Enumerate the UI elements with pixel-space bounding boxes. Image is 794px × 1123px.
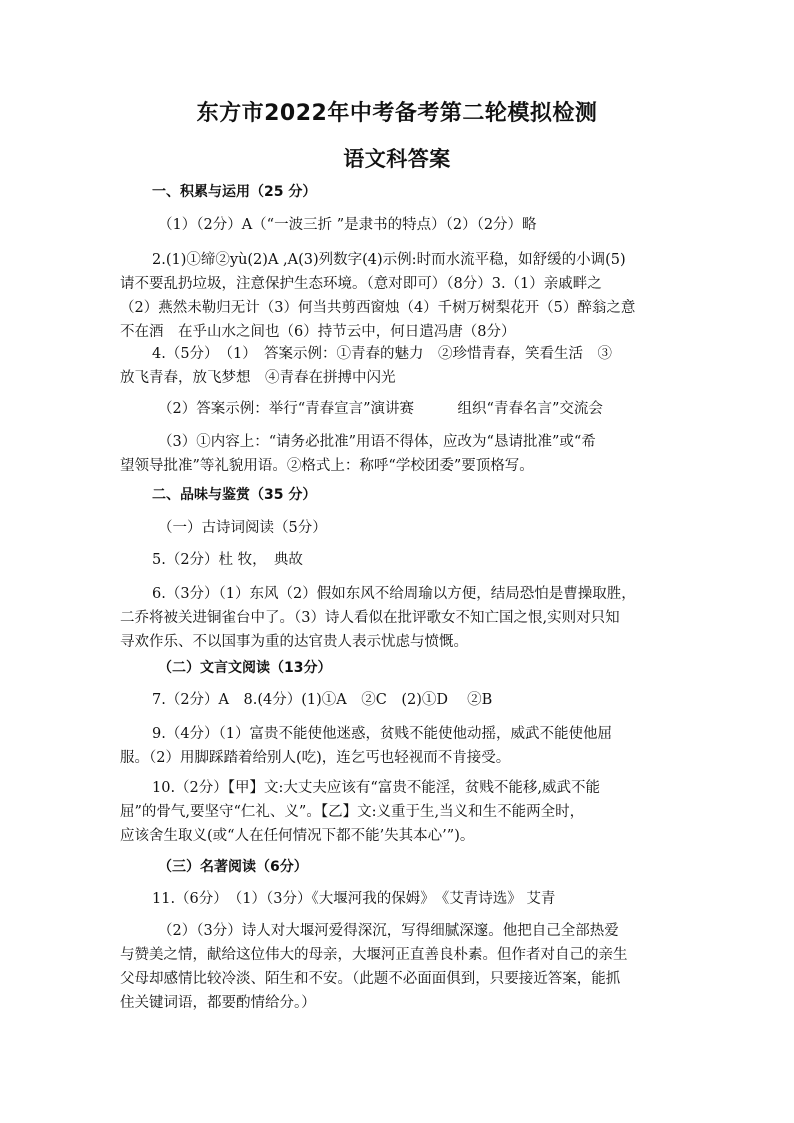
answer-q4-3-line2: 望领导批准”等礼貌用语。②格式上：称呼“学校团委”要顶格写。: [120, 458, 534, 474]
answer-q4-3-line1: （3）①内容上：“请务必批准”用语不得体，应改为“恳请批准”或“希: [158, 434, 596, 450]
subsection-poetry: （一）古诗词阅读（5分）: [158, 520, 327, 536]
answer-q11-2-line1: （2）（3分）诗人对大堰河爱得深沉，写得细腻深邃。他把自己全部热爱: [158, 923, 619, 939]
answer-q6-line2: 二乔将被关进铜雀台中了。（3）诗人看似在批评歌女不知亡国之恨,实则对只知: [120, 610, 620, 626]
section-heading-1: 一、积累与运用（25 分）: [152, 184, 317, 200]
answer-q1: （1）（2分）A（“一波三折 ”是隶书的特点）（2）（2分）略: [158, 217, 537, 233]
answer-q6-line3: 寻欢作乐、不以国事为重的达官贵人表示忧虑与愤慨。: [120, 634, 468, 650]
answer-q5: 5.（2分）杜 牧， 典故: [152, 552, 303, 568]
answer-q10-line1: 10.（2分）【甲】文:大丈夫应该有“富贵不能淫，贫贱不能移,威武不能: [152, 780, 600, 796]
answer-q6-line1: 6.（3分）（1）东风（2）假如东风不给周瑜以方便，结局恐怕是曹操取胜，: [152, 586, 636, 602]
answer-q4-line1: 4.（5分） （1） 答案示例：①青春的魅力 ②珍惜青春，笑看生活 ③: [152, 346, 613, 362]
document-subtitle: 语文科答案: [343, 147, 451, 171]
answer-q11: 11.（6分） （1）（3分）《大堰河我的保姆》 《艾青诗选》 艾青: [152, 891, 556, 907]
answer-q2-line2: 请不要乱扔垃圾，注意保护生态环境。（意对即可）（8分）3.（1）亲戚畔之: [120, 276, 602, 292]
answer-q2-line1: 2.(1)①缔②yù(2)A ,A(3)列数字(4)示例:时而水流平稳，如舒缓的小调(5): [152, 252, 626, 268]
answer-q2-line4: 不在酒 在乎山水之间也（6）持节云中，何日遣冯唐（8分）: [120, 324, 516, 340]
subsection-classic-reading: （三）名著阅读（6分）: [158, 859, 308, 875]
answer-q4-line2: 放飞青春，放飞梦想 ④青春在拼搏中闪光: [120, 370, 396, 386]
answer-q4-2: （2）答案示例：举行“青春宣言”演讲赛 组织“青春名言”交流会: [158, 401, 603, 417]
answer-q2-line3: （2）燕然未勒归无计（3）何当共剪西窗烛（4）千树万树梨花开（5）醉翁之意: [120, 300, 636, 316]
answer-q11-2-line3: 父母却感情比较冷淡、陌生和不安。（此题不必面面俱到，只要接近答案，能抓: [120, 971, 621, 987]
document-title: 东方市2022年中考备考第二轮模拟检测: [196, 101, 598, 126]
answer-q9-line2: 服。（2）用脚踩踏着给别人(吃)，连乞丐也轻视而不肯接受。: [120, 750, 511, 766]
answer-q11-2-line2: 与赞美之情，献给这位伟大的母亲，大堰河正直善良朴素。但作者对自己的亲生: [120, 947, 628, 963]
answer-q7-q8: 7.（2分）A 8.(4分）(1)①A ②C (2)①D ②B: [152, 692, 493, 708]
answer-q10-line3: 应该舍生取义(或“人在任何情况下都不能’失其本心’”)。: [120, 828, 475, 844]
subsection-classical-chinese: （二）文言文阅读（13分）: [158, 660, 332, 676]
section-heading-2: 二、品味与鉴赏（35 分）: [152, 487, 317, 503]
answer-q11-2-line4: 住关键词语，都要酌情给分。）: [120, 995, 316, 1011]
answer-q10-line2: 屈”的骨气,要坚守“仁礼、义”。【乙】文:义重于生,当义和生不能两全时，: [120, 804, 585, 820]
answer-q9-line1: 9.（4分）（1）富贵不能使他迷惑，贫贱不能使他动摇，威武不能使他屈: [152, 726, 613, 742]
